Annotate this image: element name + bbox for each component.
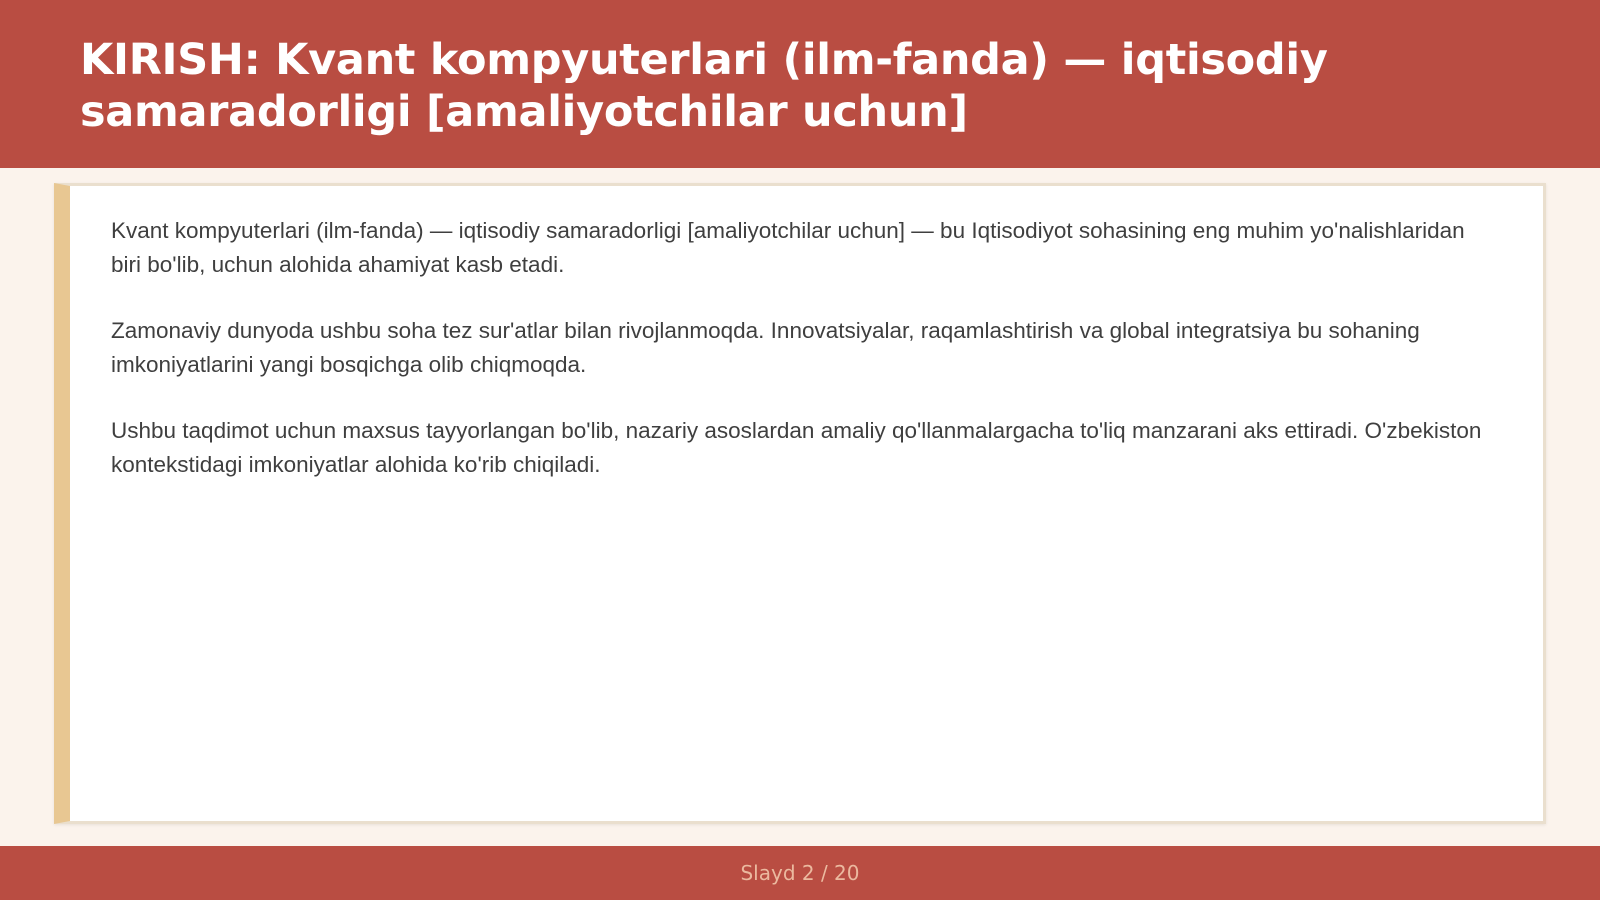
slide-header bbox=[0, 0, 1600, 168]
paragraph-intro: Kvant kompyuterlari (ilm-fanda) — iqtisodiy samaradorligi [amaliyotchilar uchun] — bu Iqtisodiyot sohasining eng muhim yo'nalishlaridan biri bo'lib, uchun alohida ahamiyat kasb etadi. bbox=[111, 218, 1465, 277]
slide-title: KIRISH: Kvant kompyuterlari (ilm-fanda) — iqtisodiy samaradorligi [amaliyotchilar uchun] bbox=[80, 35, 1328, 137]
slide-footer bbox=[0, 846, 1600, 900]
paragraph-modern-world: Zamonaviy dunyoda ushbu soha tez sur'atlar bilan rivojlanmoqda. Innovatsiyalar, raqamlashtirish va global integratsiya bu sohaning imkoniyatlarini yangi bosqichga olib chiqmoqda. bbox=[111, 318, 1420, 377]
slide-number: Slayd 2 / 20 bbox=[740, 861, 860, 885]
content-body bbox=[111, 214, 1491, 514]
paragraph-presentation: Ushbu taqdimot uchun maxsus tayyorlangan bo'lib, nazariy asoslardan amaliy qo'llanmalargacha to'liq manzarani aks ettiradi. O'zbekiston kontekstidagi imkoniyatlar alohida ko'rib chiqiladi. bbox=[111, 418, 1482, 477]
content-card bbox=[54, 183, 1546, 824]
